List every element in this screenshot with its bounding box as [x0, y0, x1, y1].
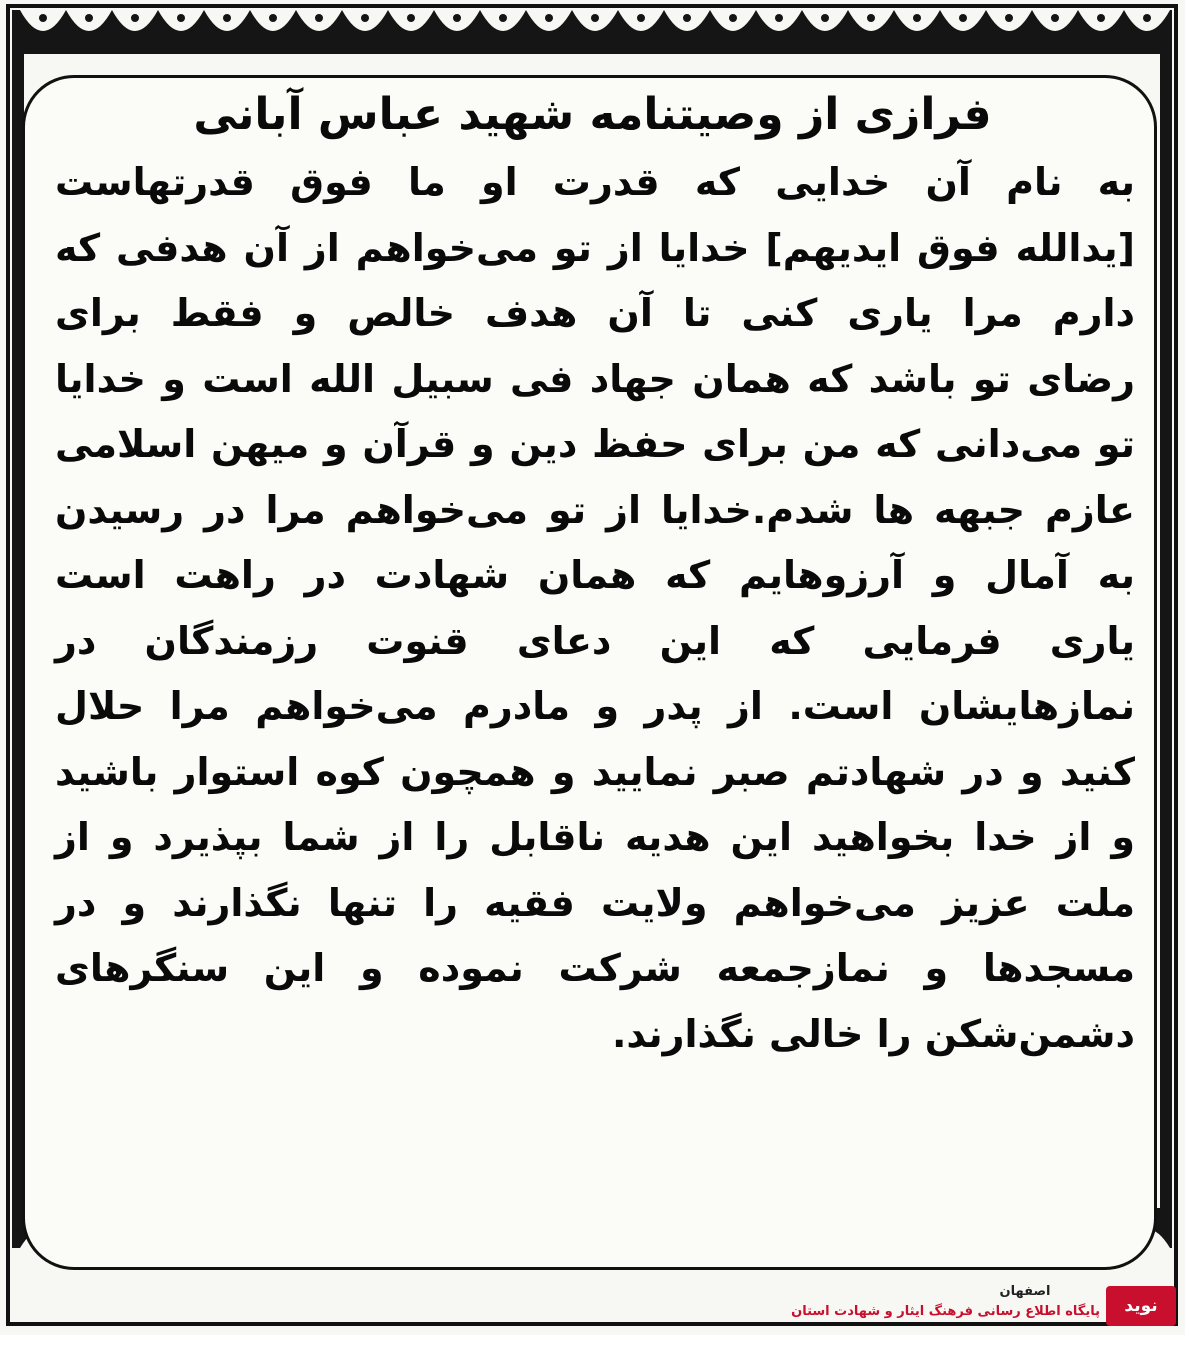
border-dot: [821, 14, 829, 22]
border-dot: [361, 14, 369, 22]
border-dot: [591, 14, 599, 22]
logo-region: اصفهان: [999, 1284, 1051, 1299]
border-dot: [545, 14, 553, 22]
text-line: رضای تو باشد که همان جهاد فی سبیل الله است و خدایا: [55, 356, 1135, 401]
border-dot: [39, 14, 47, 22]
border-dot: [729, 14, 737, 22]
border-dot: [177, 14, 185, 22]
text-line: [یدالله فوق ایدیهم] خدایا از تو می‌خواهم از آن هدفی که: [55, 225, 1135, 270]
text-line: ملت عزیز می‌خواهم ولایت فقیه را تنها نگذارند و در: [55, 880, 1135, 925]
text-line: عازم جبهه ها شدم.خدایا از تو می‌خواهم مرا در رسیدن: [55, 487, 1135, 532]
will-text: [55, 150, 1135, 1067]
border-dot: [775, 14, 783, 22]
text-line: به آمال و آرزوهایم که همان شهادت در راهت است: [55, 553, 1135, 597]
border-dot: [1051, 14, 1059, 22]
border-dot: [131, 14, 139, 22]
border-dot: [85, 14, 93, 22]
border-dot: [867, 14, 875, 22]
border-dot: [269, 14, 277, 22]
text-line: و از خدا بخواهید این هدیه ناقابل را از شما بپذیرد و از: [55, 815, 1135, 859]
border-dot: [913, 14, 921, 22]
border-dot: [683, 14, 691, 22]
text-line: تو می‌دانی که من برای حفظ دین و قرآن و میهن اسلامی: [55, 422, 1135, 466]
text-line: دشمن‌شکن را خالی نگذارند.: [611, 1011, 1135, 1056]
border-dot: [637, 14, 645, 22]
text-line: کنید و در شهادتم صبر نمایید و همچون کوه استوار باشید: [55, 749, 1135, 794]
border-dot: [315, 14, 323, 22]
navid-shahed-logo: [790, 1282, 1180, 1356]
border-dot: [499, 14, 507, 22]
border-dot: [223, 14, 231, 22]
border-dot: [1005, 14, 1013, 22]
border-dot: [959, 14, 967, 22]
logo-mark: نوید شاهد: [1106, 1286, 1176, 1326]
text-line: مسجدها و نمازجمعه شرکت نموده و این سنگرهای: [55, 946, 1135, 990]
logo-subtitle: پایگاه اطلاع رسانی فرهنگ ایثار و شهادت استان: [791, 1304, 1100, 1319]
text-line: نمازهایشان است. از پدر و مادرم می‌خواهم مرا حلال: [55, 684, 1135, 728]
document-title: فرازی از وصیتنامه شهید عباس آبانی: [193, 89, 992, 140]
text-line: یاری فرمایی که این دعای قنوت رزمندگان در: [55, 618, 1135, 663]
border-dot: [1097, 14, 1105, 22]
border-dot: [1143, 14, 1151, 22]
text-line: دارم مرا یاری کنی تا آن هدف خالص و فقط برای: [55, 291, 1135, 335]
text-line: به نام آن خدایی که قدرت او ما فوق قدرتهاست: [55, 160, 1135, 204]
border-dot: [407, 14, 415, 22]
border-dot: [453, 14, 461, 22]
